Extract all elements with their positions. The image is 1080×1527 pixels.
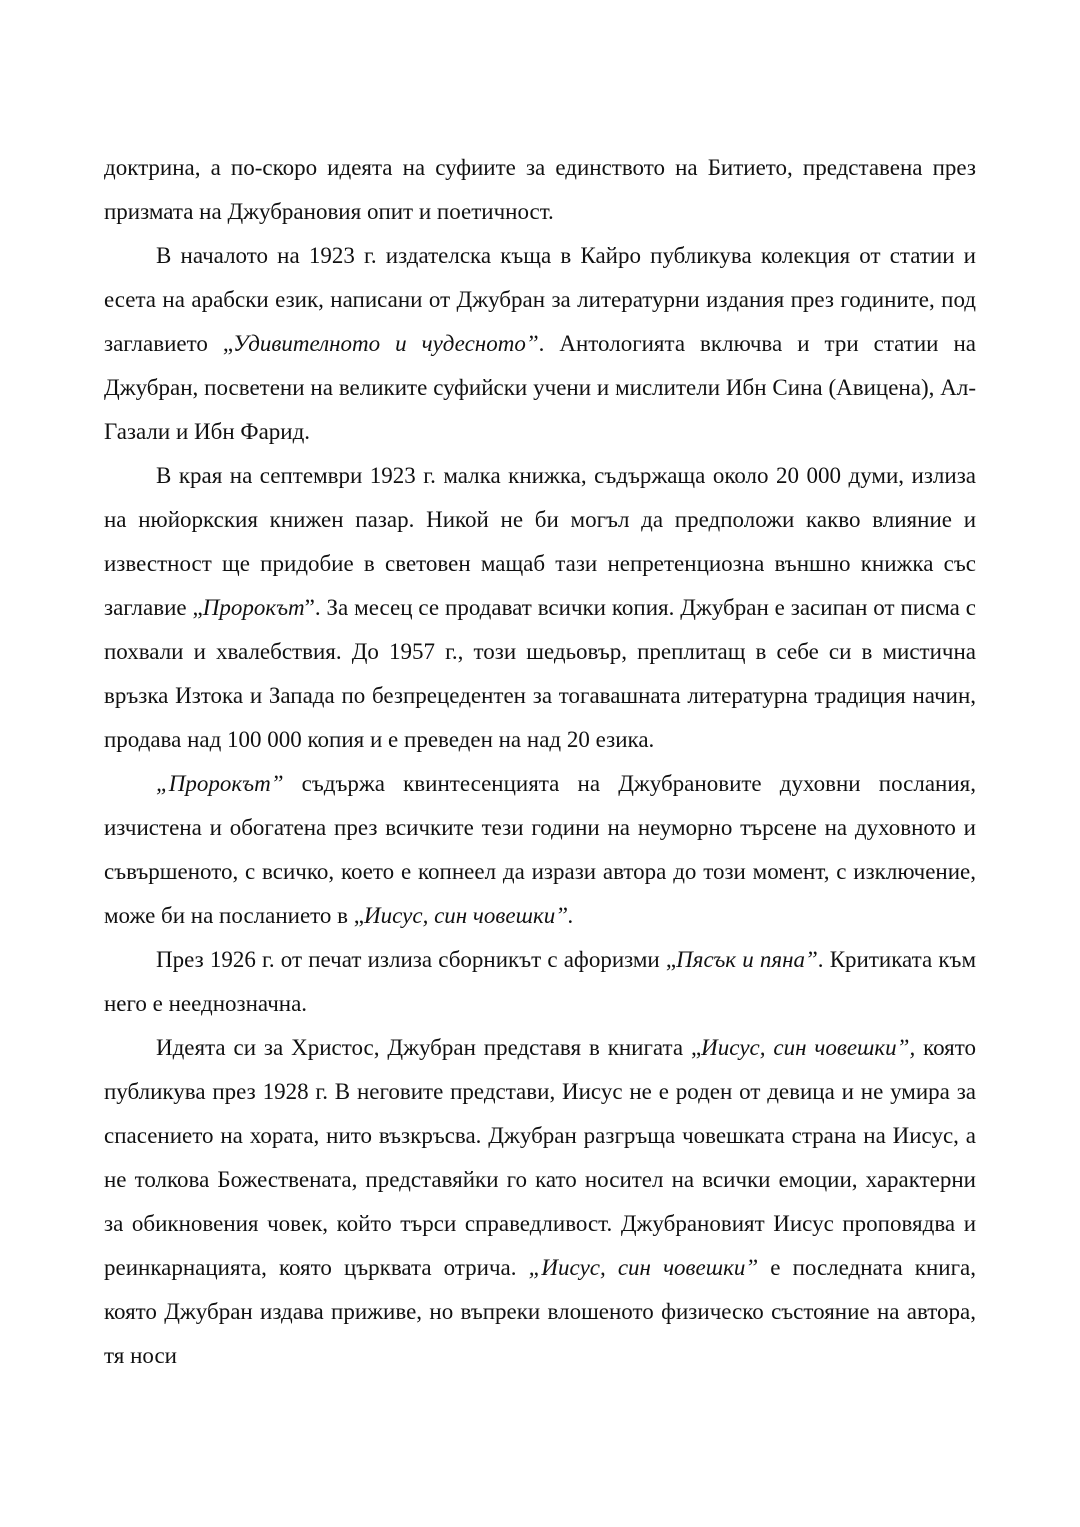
paragraph-2 bbox=[104, 234, 976, 454]
book-title: Иисус, син човешки”, bbox=[701, 1035, 916, 1060]
paragraph-text: която публикува през 1928 г. В неговите представи, Иисус не е роден от девица и не умира за спасението на хората, нито възкръсва. Джубран разгръща човешката страна на Иисус, а не толкова Божествената, представяйки го като носител на всички емоции, характерни за обикновения човек, който търси справедливост. Джубрановият Иисус проповядва и реинкарнацията, която църквата отрича. bbox=[104, 1035, 976, 1280]
paragraph-text: съдържа квинтесенцията на Джубрановите духовни послания, изчистена и обогатена през всичките тези години на неуморно търсене на духовното и съвършеното, с всичко, което е копнеел да изрази автора до този момент, с изключение, може би на посланието в „ bbox=[104, 771, 976, 928]
paragraph-text: В края на септември 1923 г. малка книжка, съдържаща около 20 000 думи, излиза на нюйоркския книжен пазар. Никой не би могъл да предположи какво влияние и известност ще придобие в световен мащаб тази непретенциозна външно книжка със заглавие „ bbox=[104, 463, 976, 620]
paragraph-text: Идеята си за Христос, Джубран представя в книгата „ bbox=[156, 1035, 702, 1060]
paragraph-5 bbox=[104, 938, 976, 1026]
book-title: Пророкът bbox=[202, 595, 305, 620]
paragraph-1 bbox=[104, 146, 976, 234]
book-title: Иисус, син човешки”. bbox=[363, 903, 574, 928]
paragraph-text: е последната книга, която Джубран издава приживе, но въпреки влошеното физическо състояние на автора, тя носи bbox=[104, 1255, 976, 1368]
paragraph-text: В началото на 1923 г. издателска къща в Кайро публикува колекция от статии и есета на арабски език, написани от Джубран за литературни издания през годините, под заглавието „ bbox=[104, 243, 976, 356]
paragraph-text: . Антологията включва и три статии на Джубран, посветени на великите суфийски учени и мислители Ибн Сина (Авицена), Ал-Газали и Ибн Фарид. bbox=[104, 331, 976, 444]
paragraph-text: ”. За месец се продават всички копия. Джубран е засипан от писма с похвали и хвалебствия. До 1957 г., този шедьовър, преплитащ в себе си в мистична връзка Изтока и Запада по безпрецедентен за тогавашната литературна традиция начин, продава над 100 000 копия и е преведен на над 20 езика. bbox=[104, 595, 976, 752]
book-title: Удивителното и чудесното” bbox=[233, 331, 539, 356]
book-title: „Иисус, син човешки” bbox=[528, 1255, 759, 1280]
paragraph-4 bbox=[104, 762, 976, 938]
book-title: „Пророкът” bbox=[156, 771, 284, 796]
document-page bbox=[104, 146, 976, 1378]
paragraph-text: През 1926 г. от печат излиза сборникът с афоризми „ bbox=[156, 947, 677, 972]
paragraph-text: . Критиката към него е нееднозначна. bbox=[104, 947, 977, 1016]
paragraph-text: доктрина, а по-скоро идеята на суфиите за единството на Битието, представена през призмата на Джубрановия опит и поетичност. bbox=[104, 155, 976, 224]
paragraph-3 bbox=[104, 454, 976, 762]
paragraph-6 bbox=[104, 1026, 976, 1378]
book-title: Пясък и пяна” bbox=[676, 947, 818, 972]
